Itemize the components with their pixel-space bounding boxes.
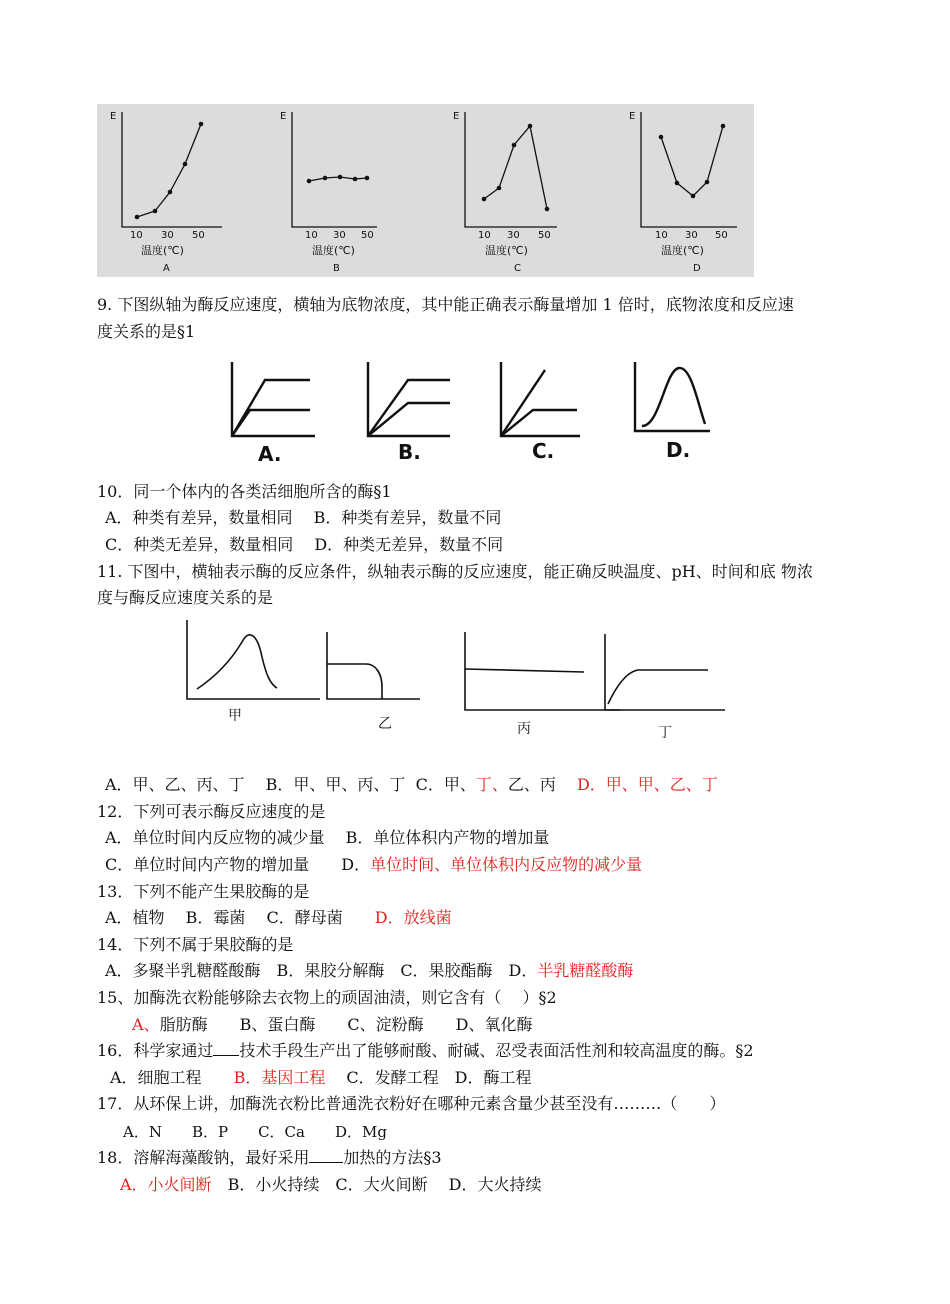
q15-stem: 15、加酶洗衣粉能够除去衣物上的顽固油渍，则它含有（ ）§2 — [97, 988, 557, 1007]
q16-stem — [97, 1040, 754, 1062]
q13-answer: D．放线菌 — [374, 908, 452, 927]
q12-stem: 12．下列可表示酶反应速度的是 — [97, 802, 326, 821]
q11-graph-label-ding: 丁 — [658, 725, 672, 741]
q16-stem-after: 技术手段生产出了能够耐酸、耐碱、忍受表面活性剂和较高温度的酶。§2 — [239, 1041, 754, 1060]
panel-b-tick: 50 — [361, 230, 374, 241]
q11-graph-label-yi: 乙 — [378, 716, 392, 732]
q13-stem: 13．下列不能产生果胶酶的是 — [97, 882, 310, 901]
q9-stem-line1: 9. 下图纵轴为酶反应速度，横轴为底物浓度，其中能正确表示酶量增加 1 倍时，底物浓度和反应速 — [97, 295, 794, 314]
panel-a-tick: 30 — [161, 230, 174, 241]
q18-options-rest: B．小火持续 C．大火间断 D．大火持续 — [211, 1175, 542, 1194]
q10-options-row1: A．种类有差异，数量相同 B．种类有差异，数量不同 — [105, 508, 502, 527]
q18-stem-after: 加热的方法§3 — [343, 1148, 442, 1167]
panel-c-tick: 30 — [507, 230, 520, 241]
q16-stem-before: 16．科学家通过 — [97, 1041, 214, 1060]
q9-graphs-svg — [205, 340, 725, 465]
panel-a-letter: A — [163, 263, 170, 274]
q10-stem: 10．同一个体内的各类活细胞所含的酶§1 — [97, 482, 392, 501]
q18-answer: A．小火间断 — [120, 1175, 212, 1194]
q11-stem-line2: 度与酶反应速度关系的是 — [97, 588, 274, 607]
q11-option-b: B．甲、甲、丙、丁 — [265, 775, 406, 794]
temperature-graphs-svg — [97, 104, 754, 277]
temperature-figure — [97, 104, 754, 277]
q18-blank — [309, 1148, 343, 1163]
panel-d-letter: D — [693, 263, 701, 274]
q18-stem-before: 18．溶解海藻酸钠，最好采用 — [97, 1148, 310, 1167]
panel-b-xlabel: 温度(℃) — [312, 244, 355, 257]
q14-stem: 14．下列不属于果胶酶的是 — [97, 935, 294, 954]
q11-option-c-red: 丁、 — [475, 775, 508, 794]
q12-options-row2 — [105, 854, 642, 876]
q14-options: A．多聚半乳糖醛酸酶 B．果胶分解酶 C．果胶酯酶 D． — [105, 961, 538, 980]
panel-a-xlabel: 温度(℃) — [141, 244, 184, 257]
q11-option-a: A．甲、乙、丙、丁 — [105, 775, 245, 794]
q12-option-c: C．单位时间内产物的增加量 D． — [105, 855, 371, 874]
q18-options-row — [120, 1174, 541, 1196]
q9-graph-label-d: D. — [666, 438, 691, 462]
q13-options-row — [105, 907, 452, 929]
q11-option-c-prefix: C．甲、 — [415, 775, 476, 794]
q11-option-d: D．甲、甲、乙、丁 — [576, 775, 718, 794]
panel-c-tick: 50 — [538, 230, 551, 241]
panel-c-xlabel: 温度(℃) — [485, 244, 528, 257]
q11-stem-line1: 11. 下图中，横轴表示酶的反应条件，纵轴表示酶的反应速度，能正确反映温度、pH、时间和底 物浓 — [97, 562, 813, 581]
panel-b-tick: 30 — [333, 230, 346, 241]
panel-a-tick: 10 — [130, 230, 143, 241]
q13-options: A．植物 B．霉菌 C．酵母菌 — [105, 908, 375, 927]
q15-option-a-letter: A、 — [132, 1015, 160, 1034]
panel-a-ylabel: E — [110, 111, 117, 122]
q9-graph-label-a: A. — [258, 442, 282, 465]
panel-c-letter: C — [514, 263, 521, 274]
q14-options-row — [105, 960, 633, 982]
panel-d-xlabel: 温度(℃) — [661, 244, 704, 257]
panel-b-ylabel: E — [280, 111, 287, 122]
q17-stem: 17．从环保上讲，加酶洗衣粉比普通洗衣粉好在哪种元素含量少甚至没有………（ ） — [97, 1094, 726, 1113]
q12-option-d-answer: 单位时间、单位体积内反应物的减少量 — [370, 855, 643, 874]
panel-c-tick: 10 — [478, 230, 491, 241]
panel-b-letter: B — [333, 263, 340, 274]
q18-stem — [97, 1147, 442, 1169]
q11-graph-label-bing: 丙 — [517, 721, 531, 737]
q11-options — [105, 774, 718, 796]
q9-graph-label-b: B. — [398, 440, 421, 464]
panel-d-ylabel: E — [629, 111, 636, 122]
q11-graph-label-jia: 甲 — [228, 708, 242, 724]
q16-option-a: A．细胞工程 — [110, 1068, 234, 1087]
q9-stem-line2: 度关系的是§1 — [97, 322, 196, 341]
panel-c-ylabel: E — [453, 111, 460, 122]
panel-a-tick: 50 — [192, 230, 205, 241]
q11-graphs-svg — [180, 612, 740, 752]
q14-answer: 半乳糖醛酸酶 — [537, 961, 634, 980]
q11-option-c-suffix: 乙、丙 — [507, 775, 556, 794]
q15-options-row — [132, 1014, 532, 1036]
q10-options-row2: C．种类无差异，数量相同 D．种类无差异，数量不同 — [105, 535, 504, 554]
q16-options-row — [110, 1067, 532, 1089]
q15-option-c: C、淀粉酶 — [347, 1015, 424, 1034]
panel-d-tick: 50 — [715, 230, 728, 241]
q15-option-a-text: 脂肪酶 — [159, 1015, 208, 1034]
q16-answer: B．基因工程 — [233, 1068, 326, 1087]
panel-d-tick: 10 — [655, 230, 668, 241]
q15-option-b: B、蛋白酶 — [239, 1015, 316, 1034]
panel-b-tick: 10 — [305, 230, 318, 241]
q15-option-d: D、氧化酶 — [455, 1015, 533, 1034]
panel-d-tick: 30 — [685, 230, 698, 241]
q17-options: A．N B．P C．Ca D．Mg — [123, 1123, 387, 1141]
q9-graph-label-c: C. — [532, 439, 555, 463]
q16-options-cd: C．发酵工程 D．酶工程 — [325, 1068, 532, 1087]
q12-options-row1: A．单位时间内反应物的减少量 B．单位体积内产物的增加量 — [105, 828, 550, 847]
q16-blank — [213, 1041, 239, 1056]
